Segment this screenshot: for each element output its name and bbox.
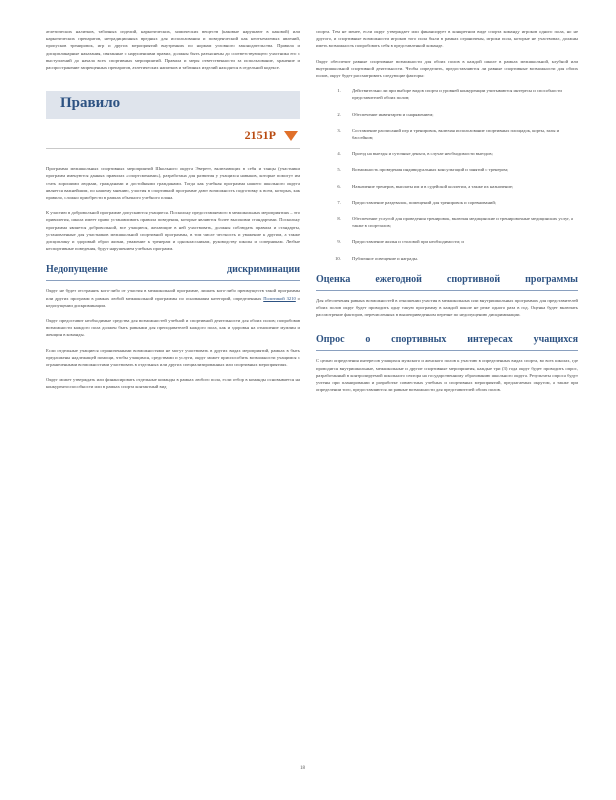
list-item: 9. Предоставление жилья и столовой при необходимости; и — [342, 238, 578, 245]
list-item: 2. Обеспечение инвентарем и снаряжением; — [342, 111, 578, 118]
right-paragraph-2: Округ обеспечит равные спортивные возможности для обоих полов в каждой школе в рамках межшкольной, клубной или внутришкольной спортивной деятельности. Чтобы определить, предоставляются ли равные спортивные возможности для обоих полов, округ будет рассматривать следующие факторы: — [316, 58, 578, 79]
list-item: 8. Обеспечение услугой для проведения тренировок, включая медицинские и тренировочные медицинских услуг, а также в спортзалов; — [342, 215, 578, 229]
list-item: 1. Действительно ли при выборе видов спорта и уровней конкуренции учитываются интересы и способности представителей обоих полов; — [342, 87, 578, 101]
right-paragraph-1: спорта. Тем не менее, если округ утверждает или финансирует в конкретном виде спорта команду игроков одного пола, но не другого, и спортивные возможности игроков того пола были в рамках ограничены, игроки пола, которые не участвовал, должны иметь возможность попробовать себя в представленной команде. — [316, 29, 578, 49]
left-paragraph-1: атлетических налитков, табачных изделий, наркотических, химических веществ (каковые нарушают в каковой) или наркотических препаратов, нетрадиционных вредных для использования и поведенческий как неотъемлемых явлений, пропусков тренировок, игр и других мероприятий внутренних по нормам угловного законодательства. Правила и дисциплинарные наказания, связанные с нарушениями правил, должны быть разъяснены до соответствующего участника его с выступлений до начала всех спортивных мероприятий. Правила и меры ответственности за использование, хранение и распространение запрещенных препаратов, атлетических напитков и табачных изделий находятся в отдельной кодексе. — [46, 29, 300, 71]
page-number: 18 — [300, 766, 305, 771]
left-paragraph-7: Округ может утверждать или финансировать отдельные команды в рамках любого пола, если отбор в команды основывается на конкурентоспособности или в рамках спорта контактный вид — [46, 377, 300, 390]
evaluation-heading: Оценка ежегодной спортивной программы — [316, 274, 578, 291]
left-paragraph-3: К участию в добровольной программе допускаются учащиеся. Поскольку предоставляемого в межшкольных мероприятиях – это привилегия, школа имеет право устанавливать правила поведения, которые являются более высокими стандартами. Поскольку программа является добровольной, все учащиеся, желающие в ней участвовать, должны соблюдать правила и стандарты, установленные для участников межшкольной спортивной программы, в том числе честность и уважение к другим, а также дисциплину и здоровый образ жизни, уважение к тренерам и одноклассникам, руководству школы и соперникам. Любые неспортивные поведения, будут нарушением учебных программ. — [46, 210, 300, 252]
survey-heading: Опрос о спортивных интересах учащихся — [316, 334, 578, 351]
policy-link-suffix: о недопущении дискриминации. — [46, 295, 300, 308]
left-paragraph-4-text: Округ не будет отстранять кого-либо от участия в межшкольной программе, лишать кого-либо преимуществ такой программы или других программ в рамках любой межшкольной программы по основаниям категорий, определенных — [46, 288, 300, 301]
rule-banner-title: Правило — [60, 95, 121, 112]
policy-3210-link[interactable]: Политикой 3210 — [263, 295, 296, 301]
left-column — [46, 28, 300, 399]
triangle-down-icon — [284, 131, 298, 141]
nondiscrimination-heading: Недопущение дискриминации — [46, 264, 300, 281]
rule-code: 2151P — [244, 128, 276, 143]
left-paragraph-5: Округ предоставит необходимые средства для возможностей учебной и спортивной деятельности для обоих полов; попробовав возможности каждого пола должен быть равными для преподавателей каждого пола, как и здоровья на отношение мужчин и женщин в команды. — [46, 318, 300, 338]
list-item: 10. Публичное освещение и награды. — [342, 255, 578, 262]
list-item: 4. Проезд на выезды и суточные деньги, в случае необходимости выездов; — [342, 150, 578, 157]
list-item: 5. Возможность проведения индивидуальных консультаций и занятий с тренером; — [342, 166, 578, 173]
left-paragraph-4 — [46, 287, 300, 309]
right-column — [316, 28, 578, 401]
left-paragraph-6: Если отдельные учащиеся ограниченными возможностями не могут участвовать в других видах мероприятий, рамках в быть предложены надлежащей помощи, чтобы учащимся, средствами и услуги, округ может приспособить возможности учащимся с ограниченными возможностями участвовать в отдельных или других специализированных или спортивных мероприятиях. — [46, 347, 300, 368]
rule-code-row — [46, 119, 300, 147]
factors-list — [316, 87, 578, 262]
rule-banner — [46, 91, 300, 119]
list-item: 7. Предоставление раздевалок, помещений для тренировок и соревнований; — [342, 199, 578, 206]
left-paragraph-2: Программа межшкольных спортивных мероприятий Школьного округа Эверетт, включающих в себя и танцы (участники программ именуются данных правилах «спортсменами»), разработана для развития у учащихся навыков, которые помогут им стать хорошими людьми, гражданами и достойными гражданами. Тогда как учебная программа нашего школьного округа является важнейшим, по нашему мнению, участия в спортивной программе дают возможность подготовку к всем, которых, как правило, сложно приобрести в рамках обычного учебного плана. — [46, 166, 300, 201]
right-paragraph-3: Для обеспечения равных возможностей в отношении участия в межшкольных или внутришкольных программах для представителей обоих полов округ будет проводить одну такую программу в каждой школе не реже одного раза в год. Оценка будет включать рассмотрение факторов, перечисленных в вышеприведенном перечне по недопущению дискриминации. — [316, 297, 578, 318]
list-item: 3. Составление расписаний игр и тренировок, включая использование спортивных площадок, корты, залы и бассейнов; — [342, 127, 578, 141]
list-item: 6. Назначение тренеров, выплаты им и в судейской коллегии, а также их назначение; — [342, 183, 578, 190]
right-paragraph-4: С целью определения интересов учащихся мужского и женского полов к участию в определенных видах спорта, во всех школах, где проводятся внутришкольные, межшкольные и другие спортивные мероприятия, каждые три (3) года округ будет проводить опрос, разработанный в контролируемой школьного сектора на государственному образованию школьного округа. Результаты опроса будут учтены при планировании и разработке совместных учебных и спортивных мероприятий, предлагаемых округом, а также при определении того, предоставляются ли равные возможности для представителей обоих полов. — [316, 358, 578, 393]
rule-divider — [46, 148, 300, 149]
